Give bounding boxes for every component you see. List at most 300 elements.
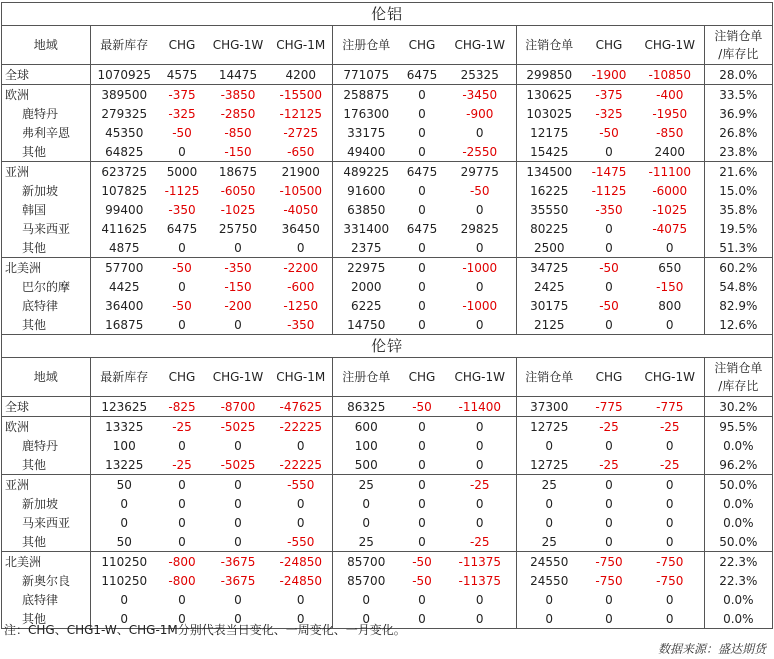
zinc-table-row bbox=[2, 552, 772, 572]
zinc-value-cell: 0 bbox=[178, 438, 186, 453]
aluminium-value-cell: 36400 bbox=[90, 296, 158, 315]
zinc-value-cell: 123625 bbox=[90, 397, 158, 417]
zinc-region-cell: 其他 bbox=[22, 611, 47, 626]
aluminium-value-cell: 0 bbox=[475, 202, 484, 217]
zinc-region-cell: 亚洲 bbox=[2, 475, 90, 495]
zinc-value-cell: -750 bbox=[582, 552, 636, 572]
aluminium-value-cell: 80225 bbox=[516, 219, 582, 238]
aluminium-value-cell: -15500 bbox=[270, 85, 332, 105]
aluminium-value-cell: 0 bbox=[400, 85, 444, 105]
zinc-value-cell: -22225 bbox=[270, 417, 332, 437]
aluminium-region-cell: 欧洲 bbox=[2, 85, 90, 105]
aluminium-value-cell: 21.6% bbox=[704, 162, 772, 182]
zinc-value-cell: 0 bbox=[418, 611, 426, 626]
aluminium-value-cell: 258875 bbox=[332, 85, 400, 105]
zinc-header-row bbox=[2, 358, 772, 397]
zinc-value-cell: 0 bbox=[444, 417, 516, 437]
aluminium-header-cell: CHG-1M bbox=[270, 26, 332, 65]
aluminium-value-cell: 0 bbox=[605, 240, 613, 255]
zinc-value-cell: 0 bbox=[605, 592, 613, 607]
zinc-value-cell: 0 bbox=[178, 534, 186, 549]
aluminium-value-cell: -350 bbox=[595, 202, 623, 217]
aluminium-value-cell: 0 bbox=[475, 240, 484, 255]
aluminium-value-cell: -150 bbox=[224, 279, 252, 294]
aluminium-value-cell: 0 bbox=[665, 317, 674, 332]
zinc-value-cell: 0 bbox=[90, 494, 158, 513]
zinc-value-cell: -11400 bbox=[458, 399, 501, 414]
aluminium-value-cell: 2375 bbox=[332, 238, 400, 258]
aluminium-value-cell: 29775 bbox=[444, 162, 516, 182]
zinc-value-cell: 0 bbox=[400, 475, 444, 495]
zinc-value-cell: 0 bbox=[665, 611, 674, 626]
aluminium-value-cell: -50 bbox=[172, 125, 192, 140]
zinc-value-cell: 86325 bbox=[332, 397, 400, 417]
zinc-region-cell: 马来西亚 bbox=[22, 515, 71, 530]
zinc-value-cell: -25 bbox=[582, 417, 636, 437]
zinc-table-row bbox=[2, 475, 772, 495]
aluminium-value-cell: -6000 bbox=[652, 183, 688, 198]
aluminium-value-cell: 35.8% bbox=[704, 200, 772, 219]
aluminium-value-cell: 130625 bbox=[516, 85, 582, 105]
aluminium-value-cell: -2550 bbox=[462, 144, 498, 159]
aluminium-value-cell: 99400 bbox=[90, 200, 158, 219]
zinc-value-cell: 0 bbox=[665, 515, 674, 530]
aluminium-region-cell: 底特律 bbox=[22, 298, 59, 313]
aluminium-value-cell: 33175 bbox=[332, 123, 400, 142]
aluminium-value-cell: -1000 bbox=[444, 258, 516, 278]
zinc-header-cell: CHG-1W bbox=[636, 358, 704, 397]
aluminium-value-cell: -1125 bbox=[591, 183, 627, 198]
zinc-table-row bbox=[2, 397, 772, 417]
zinc-value-cell: -24850 bbox=[270, 552, 332, 572]
aluminium-value-cell: 91600 bbox=[332, 181, 400, 200]
zinc-value-cell: 50 bbox=[90, 475, 158, 495]
aluminium-value-cell: 279325 bbox=[90, 104, 158, 123]
aluminium-region-cell: 巴尔的摩 bbox=[22, 279, 71, 294]
aluminium-region-cell: 弗利辛恩 bbox=[22, 125, 71, 140]
aluminium-value-cell: 0 bbox=[605, 221, 613, 236]
zinc-value-cell: 0 bbox=[296, 496, 305, 511]
zinc-value-cell: 0 bbox=[158, 475, 206, 495]
aluminium-table-row bbox=[2, 238, 772, 258]
zinc-value-cell: -750 bbox=[656, 573, 684, 588]
zinc-value-cell: -25 bbox=[158, 417, 206, 437]
zinc-value-cell: 0 bbox=[418, 457, 426, 472]
aluminium-title: 伦铝 bbox=[2, 3, 772, 26]
zinc-value-cell: 0 bbox=[475, 515, 484, 530]
aluminium-value-cell: 54.8% bbox=[704, 277, 772, 296]
aluminium-value-cell: 12175 bbox=[516, 123, 582, 142]
aluminium-value-cell: -350 bbox=[287, 317, 315, 332]
zinc-region-cell: 其他 bbox=[22, 534, 47, 549]
aluminium-value-cell: -1125 bbox=[164, 183, 200, 198]
zinc-value-cell: 0.0% bbox=[704, 436, 772, 455]
zinc-region-cell: 全球 bbox=[5, 399, 30, 414]
zinc-value-cell: -25 bbox=[172, 457, 192, 472]
aluminium-value-cell: -600 bbox=[287, 279, 315, 294]
aluminium-value-cell: 15425 bbox=[516, 142, 582, 162]
zinc-value-cell: 25 bbox=[516, 532, 582, 552]
aluminium-value-cell: -1950 bbox=[652, 106, 688, 121]
aluminium-value-cell: 14475 bbox=[218, 67, 258, 82]
zinc-header-cell: CHG bbox=[158, 358, 206, 397]
aluminium-value-cell: 0 bbox=[418, 240, 426, 255]
zinc-value-cell: 0 bbox=[178, 515, 186, 530]
aluminium-header-cell: CHG-1W bbox=[206, 26, 270, 65]
aluminium-value-cell: 489225 bbox=[332, 162, 400, 182]
zinc-value-cell: 0 bbox=[665, 592, 674, 607]
zinc-value-cell: 25 bbox=[516, 475, 582, 495]
aluminium-value-cell: 0 bbox=[418, 298, 426, 313]
zinc-value-cell: -25 bbox=[599, 457, 619, 472]
zinc-value-cell: -8700 bbox=[220, 399, 256, 414]
aluminium-value-cell: 299850 bbox=[516, 65, 582, 85]
aluminium-value-cell: 4200 bbox=[285, 67, 317, 82]
zinc-header-cell: 地域 bbox=[2, 358, 90, 397]
zinc-value-cell: -25 bbox=[469, 534, 490, 549]
aluminium-region-cell: 马来西亚 bbox=[22, 221, 71, 236]
aluminium-value-cell: 0 bbox=[418, 317, 426, 332]
aluminium-value-cell: 25325 bbox=[460, 67, 499, 82]
zinc-value-cell: 30.2% bbox=[704, 397, 772, 417]
aluminium-table-row bbox=[2, 258, 772, 278]
aluminium-value-cell: 6475 bbox=[400, 162, 444, 182]
aluminium-table bbox=[2, 2, 772, 334]
aluminium-value-cell: 49400 bbox=[332, 142, 400, 162]
zinc-header-cell: 最新库存 bbox=[90, 358, 158, 397]
zinc-region-cell: 鹿特丹 bbox=[22, 438, 59, 453]
zinc-value-cell: -3675 bbox=[220, 573, 256, 588]
aluminium-value-cell: 4425 bbox=[90, 277, 158, 296]
zinc-value-cell: 0 bbox=[516, 609, 582, 628]
aluminium-value-cell: -350 bbox=[206, 258, 270, 278]
aluminium-table-row bbox=[2, 296, 772, 315]
aluminium-header-cell: CHG-1W bbox=[636, 26, 704, 65]
aluminium-value-cell: 23.8% bbox=[704, 142, 772, 162]
zinc-value-cell: 96.2% bbox=[704, 455, 772, 475]
aluminium-value-cell: 2400 bbox=[654, 144, 686, 159]
zinc-header-cell: 注册仓单 bbox=[332, 358, 400, 397]
zinc-header-cell: 注销仓单 bbox=[516, 358, 582, 397]
aluminium-value-cell: 0 bbox=[234, 317, 242, 332]
zinc-value-cell: 0 bbox=[234, 592, 242, 607]
zinc-title: 伦锌 bbox=[2, 335, 772, 358]
aluminium-header-cell: 最新库存 bbox=[90, 26, 158, 65]
aluminium-value-cell: 15.0% bbox=[704, 181, 772, 200]
zinc-table-row bbox=[2, 590, 772, 609]
aluminium-header-cell: 注册仓单 bbox=[332, 26, 400, 65]
zinc-value-cell: 12725 bbox=[516, 455, 582, 475]
aluminium-table-row bbox=[2, 200, 772, 219]
zinc-value-cell: 100 bbox=[90, 436, 158, 455]
aluminium-value-cell: 0 bbox=[475, 279, 484, 294]
zinc-value-cell: 0 bbox=[516, 590, 582, 609]
zinc-value-cell: -50 bbox=[412, 573, 432, 588]
zinc-value-cell: -11375 bbox=[444, 552, 516, 572]
aluminium-table-row bbox=[2, 277, 772, 296]
zinc-header-cell: CHG-1W bbox=[444, 358, 516, 397]
zinc-value-cell: 0 bbox=[418, 515, 426, 530]
aluminium-region-cell: 亚洲 bbox=[2, 162, 90, 182]
aluminium-value-cell: 0 bbox=[418, 183, 426, 198]
aluminium-table-row bbox=[2, 181, 772, 200]
zinc-value-cell: 0 bbox=[605, 515, 613, 530]
aluminium-value-cell: 19.5% bbox=[704, 219, 772, 238]
aluminium-value-cell: 45350 bbox=[90, 123, 158, 142]
aluminium-value-cell: 35550 bbox=[516, 200, 582, 219]
zinc-value-cell: 0 bbox=[665, 534, 674, 549]
zinc-value-cell: -5025 bbox=[220, 457, 256, 472]
zinc-table-row bbox=[2, 417, 772, 437]
zinc-region-cell: 欧洲 bbox=[2, 417, 90, 437]
aluminium-value-cell: 0 bbox=[418, 279, 426, 294]
zinc-value-cell: 0 bbox=[516, 494, 582, 513]
aluminium-region-cell: 其他 bbox=[22, 317, 47, 332]
zinc-value-cell: 0 bbox=[178, 496, 186, 511]
aluminium-value-cell: 0 bbox=[400, 258, 444, 278]
zinc-header-cell: CHG-1W bbox=[206, 358, 270, 397]
zinc-value-cell: 0 bbox=[332, 609, 400, 628]
zinc-value-cell: 25 bbox=[332, 532, 400, 552]
aluminium-value-cell: -50 bbox=[158, 258, 206, 278]
aluminium-value-cell: -50 bbox=[582, 258, 636, 278]
aluminium-value-cell: 36.9% bbox=[704, 104, 772, 123]
aluminium-region-cell: 新加坡 bbox=[22, 183, 59, 198]
aluminium-value-cell: 0 bbox=[605, 279, 613, 294]
aluminium-value-cell: 0 bbox=[418, 106, 426, 121]
aluminium-value-cell: -325 bbox=[595, 106, 623, 121]
zinc-value-cell: -750 bbox=[636, 552, 704, 572]
zinc-value-cell: 0 bbox=[178, 611, 186, 626]
aluminium-value-cell: 389500 bbox=[90, 85, 158, 105]
aluminium-value-cell: 800 bbox=[658, 298, 682, 313]
aluminium-value-cell: 0 bbox=[418, 202, 426, 217]
aluminium-value-cell: -150 bbox=[656, 279, 684, 294]
zinc-value-cell: 500 bbox=[332, 455, 400, 475]
aluminium-region-cell: 其他 bbox=[22, 144, 47, 159]
zinc-value-cell: -50 bbox=[400, 552, 444, 572]
aluminium-table-row bbox=[2, 219, 772, 238]
zinc-value-cell: 0 bbox=[418, 534, 426, 549]
zinc-region-cell: 新加坡 bbox=[22, 496, 59, 511]
zinc-value-cell: 0 bbox=[234, 611, 242, 626]
zinc-value-cell: 50 bbox=[90, 532, 158, 552]
zinc-value-cell: -775 bbox=[656, 399, 684, 414]
zinc-value-cell: 0 bbox=[665, 496, 674, 511]
aluminium-value-cell: 34725 bbox=[516, 258, 582, 278]
aluminium-value-cell: -1250 bbox=[283, 298, 319, 313]
aluminium-value-cell: -850 bbox=[656, 125, 684, 140]
aluminium-value-cell: 28.0% bbox=[704, 65, 772, 85]
aluminium-value-cell: 36450 bbox=[281, 221, 320, 236]
zinc-value-cell: -22225 bbox=[279, 457, 322, 472]
aluminium-header-row bbox=[2, 26, 772, 65]
aluminium-value-cell: 64825 bbox=[90, 142, 158, 162]
aluminium-value-cell: -4050 bbox=[283, 202, 319, 217]
aluminium-value-cell: 63850 bbox=[332, 200, 400, 219]
aluminium-value-cell: 4875 bbox=[90, 238, 158, 258]
aluminium-value-cell: 14750 bbox=[332, 315, 400, 334]
aluminium-value-cell: 25750 bbox=[218, 221, 258, 236]
zinc-value-cell: 24550 bbox=[516, 571, 582, 590]
aluminium-value-cell: -325 bbox=[168, 106, 196, 121]
zinc-value-cell: 37300 bbox=[516, 397, 582, 417]
zinc-value-cell: 0 bbox=[475, 496, 484, 511]
aluminium-value-cell: 6475 bbox=[166, 221, 198, 236]
aluminium-value-cell: -150 bbox=[224, 144, 252, 159]
aluminium-table-row bbox=[2, 123, 772, 142]
aluminium-value-cell: 0 bbox=[296, 240, 305, 255]
aluminium-value-cell: 51.3% bbox=[704, 238, 772, 258]
aluminium-value-cell: -900 bbox=[466, 106, 494, 121]
zinc-value-cell: 0 bbox=[605, 438, 613, 453]
aluminium-value-cell: -12125 bbox=[279, 106, 322, 121]
aluminium-header-cell: CHG bbox=[400, 26, 444, 65]
aluminium-value-cell: 2425 bbox=[516, 277, 582, 296]
aluminium-value-cell: -400 bbox=[636, 85, 704, 105]
zinc-value-cell: -800 bbox=[158, 552, 206, 572]
footnote: 注：CHG、CHG1-W、CHG-1M分别代表当日变化、一周变化、一月变化。 bbox=[4, 623, 406, 637]
zinc-table-row bbox=[2, 494, 772, 513]
aluminium-value-cell: -1475 bbox=[582, 162, 636, 182]
zinc-header-cell: 注销仓单 /库存比 bbox=[704, 358, 772, 397]
zinc-value-cell: -25 bbox=[659, 457, 680, 472]
zinc-value-cell: 0 bbox=[234, 515, 242, 530]
zinc-table-row bbox=[2, 532, 772, 552]
aluminium-value-cell: 107825 bbox=[90, 181, 158, 200]
aluminium-table-row bbox=[2, 85, 772, 105]
aluminium-value-cell: -50 bbox=[469, 183, 490, 198]
zinc-value-cell: 85700 bbox=[332, 552, 400, 572]
zinc-table-row bbox=[2, 571, 772, 590]
aluminium-value-cell: -350 bbox=[168, 202, 196, 217]
aluminium-value-cell: 33.5% bbox=[704, 85, 772, 105]
aluminium-value-cell: 771075 bbox=[332, 65, 400, 85]
aluminium-value-cell: 57700 bbox=[90, 258, 158, 278]
zinc-value-cell: 0 bbox=[475, 592, 484, 607]
aluminium-value-cell: -1025 bbox=[220, 202, 256, 217]
zinc-value-cell: 0 bbox=[516, 513, 582, 532]
aluminium-value-cell: 0 bbox=[418, 125, 426, 140]
zinc-value-cell: 0 bbox=[665, 438, 674, 453]
zinc-value-cell: 0 bbox=[90, 513, 158, 532]
inventory-report bbox=[1, 2, 773, 629]
zinc-value-cell: 0 bbox=[332, 494, 400, 513]
zinc-value-cell: 0 bbox=[475, 457, 484, 472]
zinc-value-cell: 0 bbox=[582, 475, 636, 495]
aluminium-header-cell: CHG bbox=[158, 26, 206, 65]
zinc-value-cell: 100 bbox=[332, 436, 400, 455]
aluminium-value-cell: -650 bbox=[287, 144, 315, 159]
aluminium-value-cell: -375 bbox=[158, 85, 206, 105]
aluminium-value-cell: 103025 bbox=[516, 104, 582, 123]
aluminium-value-cell: 650 bbox=[636, 258, 704, 278]
aluminium-value-cell: -10500 bbox=[279, 183, 322, 198]
aluminium-region-cell: 鹿特丹 bbox=[22, 106, 59, 121]
aluminium-value-cell: 2125 bbox=[516, 315, 582, 334]
zinc-value-cell: -5025 bbox=[206, 417, 270, 437]
aluminium-value-cell: 82.9% bbox=[704, 296, 772, 315]
zinc-value-cell: 85700 bbox=[332, 571, 400, 590]
zinc-header-cell: CHG bbox=[400, 358, 444, 397]
aluminium-value-cell: -1025 bbox=[652, 202, 688, 217]
zinc-value-cell: 0 bbox=[516, 436, 582, 455]
zinc-header-cell: CHG-1M bbox=[270, 358, 332, 397]
zinc-value-cell: 0 bbox=[234, 534, 242, 549]
aluminium-value-cell: 176300 bbox=[332, 104, 400, 123]
aluminium-value-cell: 21900 bbox=[270, 162, 332, 182]
zinc-value-cell: 110250 bbox=[90, 571, 158, 590]
zinc-value-cell: 0 bbox=[605, 611, 613, 626]
aluminium-value-cell: -2850 bbox=[220, 106, 256, 121]
zinc-value-cell: 0 bbox=[418, 438, 426, 453]
aluminium-header-cell: CHG bbox=[582, 26, 636, 65]
zinc-value-cell: -47625 bbox=[279, 399, 322, 414]
zinc-table bbox=[2, 334, 772, 628]
zinc-value-cell: 0 bbox=[90, 609, 158, 628]
zinc-value-cell: -750 bbox=[595, 573, 623, 588]
aluminium-value-cell: -2200 bbox=[270, 258, 332, 278]
aluminium-value-cell: 4575 bbox=[166, 67, 198, 82]
aluminium-value-cell: 26.8% bbox=[704, 123, 772, 142]
aluminium-value-cell: 5000 bbox=[158, 162, 206, 182]
aluminium-value-cell: 0 bbox=[605, 144, 613, 159]
zinc-region-cell: 底特律 bbox=[22, 592, 59, 607]
zinc-value-cell: 0 bbox=[400, 417, 444, 437]
zinc-region-cell: 其他 bbox=[22, 457, 47, 472]
zinc-value-cell: 110250 bbox=[90, 552, 158, 572]
aluminium-value-cell: 0 bbox=[665, 240, 674, 255]
aluminium-value-cell: 1070925 bbox=[90, 65, 158, 85]
aluminium-value-cell: -375 bbox=[582, 85, 636, 105]
aluminium-value-cell: -50 bbox=[599, 298, 619, 313]
zinc-value-cell: 0 bbox=[332, 590, 400, 609]
aluminium-header-cell: 注销仓单 /库存比 bbox=[704, 26, 772, 65]
aluminium-region-cell: 其他 bbox=[22, 240, 47, 255]
aluminium-value-cell: -6050 bbox=[220, 183, 256, 198]
aluminium-value-cell: -4075 bbox=[652, 221, 688, 236]
aluminium-value-cell: 60.2% bbox=[704, 258, 772, 278]
aluminium-header-cell: 地域 bbox=[2, 26, 90, 65]
zinc-value-cell: 22.3% bbox=[704, 552, 772, 572]
zinc-value-cell: 0 bbox=[296, 592, 305, 607]
aluminium-region-cell: 韩国 bbox=[22, 202, 47, 217]
zinc-value-cell: -800 bbox=[168, 573, 196, 588]
aluminium-value-cell: 0 bbox=[178, 279, 186, 294]
zinc-value-cell: -825 bbox=[168, 399, 196, 414]
aluminium-value-cell: -3850 bbox=[206, 85, 270, 105]
zinc-value-cell: 0 bbox=[234, 438, 242, 453]
aluminium-value-cell: 623725 bbox=[90, 162, 158, 182]
aluminium-table-row bbox=[2, 104, 772, 123]
aluminium-value-cell: 6475 bbox=[406, 221, 438, 236]
aluminium-value-cell: 0 bbox=[475, 125, 484, 140]
aluminium-value-cell: 0 bbox=[178, 240, 186, 255]
aluminium-value-cell: 134500 bbox=[516, 162, 582, 182]
zinc-value-cell: 600 bbox=[332, 417, 400, 437]
zinc-value-cell: -3675 bbox=[206, 552, 270, 572]
aluminium-region-cell: 北美洲 bbox=[2, 258, 90, 278]
zinc-value-cell: 0 bbox=[605, 534, 613, 549]
aluminium-value-cell: 2500 bbox=[516, 238, 582, 258]
zinc-table-row bbox=[2, 455, 772, 475]
aluminium-value-cell: 6475 bbox=[406, 67, 438, 82]
aluminium-value-cell: 29825 bbox=[460, 221, 499, 236]
zinc-value-cell: 0 bbox=[475, 438, 484, 453]
zinc-value-cell: 0 bbox=[296, 438, 305, 453]
zinc-value-cell: -550 bbox=[270, 475, 332, 495]
aluminium-value-cell: 0 bbox=[475, 317, 484, 332]
